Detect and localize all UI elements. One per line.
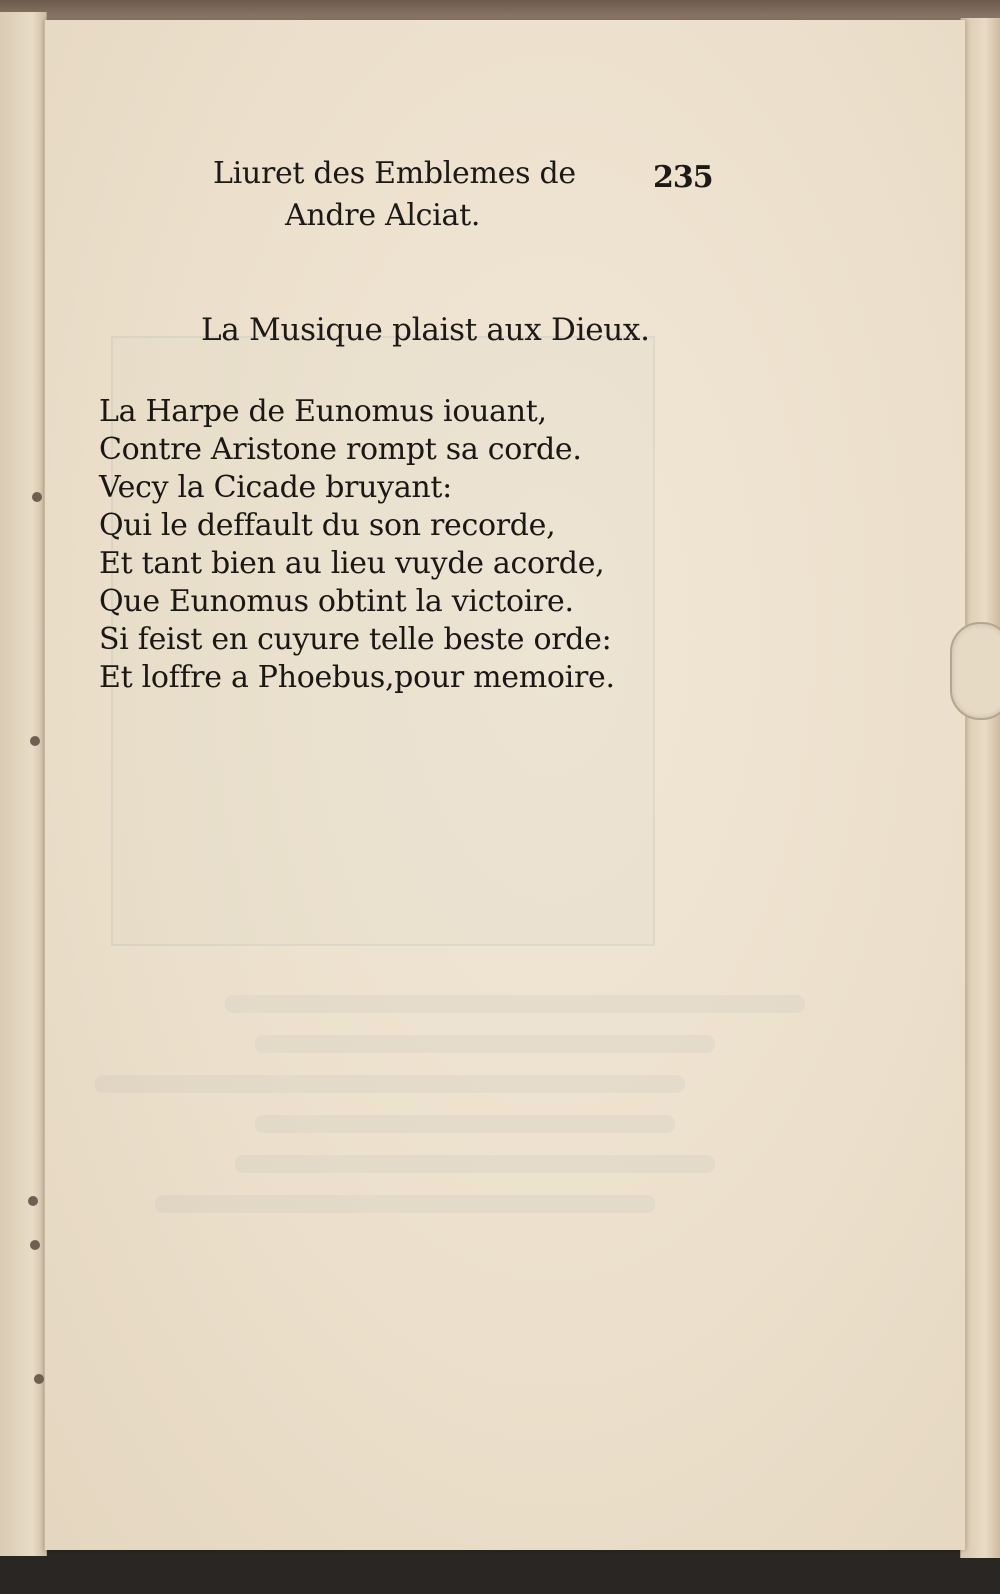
verse-line: Que Eunomus obtint la victoire. [99,584,574,619]
running-head-line-2: Andre Alciat. [285,198,481,233]
binding-mark [28,1196,38,1206]
verse-line: Qui le deffault du son recorde, [99,508,556,543]
running-head-line-1: Liuret des Emblemes de [213,156,576,191]
book-page [44,20,966,1550]
binding-mark [34,1374,44,1384]
verse-line: Et tant bien au lieu vuyde acorde, [99,546,605,581]
verse-line: La Harpe de Eunomus iouant, [99,394,547,429]
verse-line: Contre Aristone rompt sa corde. [99,432,582,467]
right-page-edge [960,18,1000,1558]
verse-line: Et loffre a Phoebus,pour memoire. [99,660,615,695]
binding-mark [32,492,42,502]
verse-line: Vecy la Cicade bruyant: [99,470,452,505]
binding-mark [30,1240,40,1250]
left-page-edge [0,12,47,1556]
verse-block [99,393,619,697]
bleed-through-text [95,995,695,1245]
verse-line: Si feist en cuyure telle beste orde: [99,622,612,657]
binding-mark [30,736,40,746]
emblem-title: La Musique plaist aux Dieux. [201,312,650,348]
page-tab-marker [950,622,1000,720]
page-number: 235 [653,160,713,195]
